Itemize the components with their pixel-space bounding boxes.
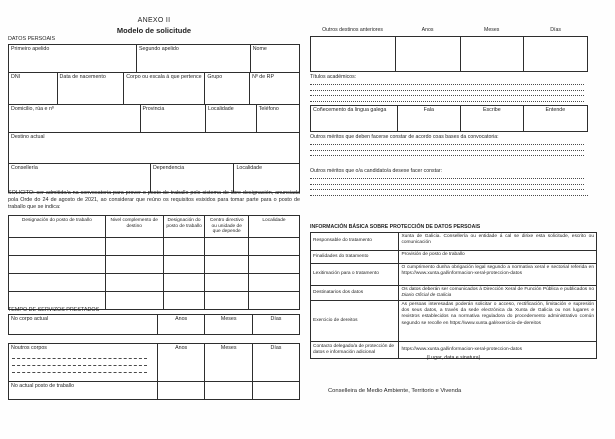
prot-row-value-text: Os datos deberán ser comunicados á Dirección Xeral de Función Pública e publicados no (401, 287, 594, 292)
destinos-cell[interactable] (311, 37, 395, 71)
posts-table-cell[interactable] (204, 274, 248, 291)
prot-row-value: Xunta de Galicia. Consellería ou entidade á cal se dirixe esta solicitude, escrito ou comunicación (398, 233, 596, 250)
left-column (8, 0, 300, 439)
fill-in-line (310, 155, 584, 156)
fill-in-line (12, 358, 147, 359)
meritos-candidato-fill-lines[interactable] (310, 178, 584, 200)
posts-table-cell[interactable] (163, 256, 205, 273)
posts-table-cell[interactable] (9, 274, 105, 291)
posts-table-empty-row (9, 237, 299, 255)
table-row (9, 381, 299, 399)
prot-row-value: Provisión de posto de traballo (398, 251, 596, 263)
prot-row-label: Responsable do tratamento (313, 238, 372, 244)
field-no-actual-posto[interactable]: No actual posto de traballo (11, 383, 75, 389)
field-segundo-apelido[interactable]: Segundo apelido (136, 45, 250, 72)
fill-in-line (310, 150, 584, 151)
table-row (311, 37, 587, 71)
table-row (9, 72, 299, 104)
destinos-cell[interactable] (523, 37, 587, 71)
table-row (311, 285, 596, 300)
field-no-corpo-actual[interactable]: No corpo actual (11, 316, 49, 322)
tempo-cell[interactable] (252, 382, 299, 399)
table-row (9, 315, 299, 334)
posts-table-cell[interactable] (204, 256, 248, 273)
posts-table-cell[interactable] (105, 274, 163, 291)
tempo-cell[interactable] (204, 382, 252, 399)
lugar-data-sinatura-label: (Lugar, data e sinatura) (426, 355, 481, 361)
meritos-bases-fill-lines[interactable] (310, 144, 584, 161)
field-num-rp[interactable]: Nº de RP (249, 73, 299, 104)
posts-table-cell[interactable] (248, 256, 299, 273)
doc-subtitle: Modelo de solicitude (116, 26, 192, 35)
field-escribe[interactable]: Escribe (460, 106, 523, 131)
prot-row-label: Lexitimación para o tratamento (313, 271, 379, 277)
posts-table-cell[interactable] (163, 274, 205, 291)
field-anos[interactable]: Anos (157, 315, 205, 334)
outros-destinos-header (310, 27, 588, 33)
section-label-tempo-servizos: TEMPO DE SERVIZOS PRESTADOS (8, 307, 100, 313)
tempo-cell[interactable] (157, 382, 205, 399)
noutros-corpos-label: Noutros corpos (11, 345, 47, 351)
table-row (311, 106, 587, 131)
solicito-paragraph: SOLICITO: ser admitido/a na convocatoria para prover o posto de traballo polo sistema de libre designación, anunciada pola Orde do 24 de agosto de 2021, ao considerar que reúno os requisitos esixidos para tomar parte para o posto de traballo que se indica: (8, 190, 300, 210)
posts-table-empty-row (9, 255, 299, 273)
destinos-cell[interactable] (395, 37, 460, 71)
col-header-designacion-posto: Designación do posto de traballo (21, 218, 92, 223)
outros-destinos-table (310, 36, 588, 72)
fill-in-line (12, 365, 147, 366)
field-provincia[interactable]: Provincia (140, 105, 206, 132)
field-fala[interactable]: Fala (397, 106, 460, 131)
field-dias[interactable]: Días (252, 344, 299, 381)
destinos-cell[interactable] (460, 37, 523, 71)
table-row (311, 250, 596, 263)
titulos-academicos-label: Títulos académicos: (310, 74, 357, 80)
field-domicilio[interactable]: Domicilio, rúa e nº (11, 106, 54, 112)
posts-table-cell[interactable] (204, 238, 248, 255)
proteccion-datos-title: INFORMACIÓN BÁSICA SOBRE PROTECCIÓN DE DATOS PERSOAIS (310, 224, 481, 230)
posts-table-cell[interactable] (9, 256, 105, 273)
field-destino-actual[interactable]: Destino actual (11, 134, 45, 140)
table-row (9, 132, 299, 163)
table-row (9, 104, 299, 132)
table-row (9, 45, 299, 72)
addressee-line: Conselleira de Medio Ambiente, Territorio e Vivenda (328, 388, 462, 394)
table-row (9, 163, 299, 192)
field-localidade-2[interactable]: Localidade (233, 164, 299, 192)
doc-title: ANEXO II (137, 17, 171, 24)
field-localidade[interactable]: Localidade (205, 105, 256, 132)
field-primeiro-apelido[interactable]: Primeiro apelido (11, 46, 50, 52)
posts-table-cell[interactable] (163, 238, 205, 255)
section-label-datos-persoais: DATOS PERSOAIS (8, 36, 56, 42)
field-corpo-escala[interactable]: Corpo ou escala á que pertence (123, 73, 204, 104)
posts-table-cell[interactable] (105, 256, 163, 273)
proteccion-datos-table (310, 232, 597, 359)
prot-row-label: Finalidades do tratamento (313, 253, 369, 259)
field-dni[interactable]: DNI (11, 74, 21, 80)
prot-row-value: O cumprimento dunha obrigación legal segundo a normativa xeral e sectorial referida en https://www.xunta.gal/informacion-xeral-proteccion-datos (398, 264, 596, 285)
col-header-designacion-posto-2: Designación do posto de traballo (163, 216, 205, 237)
posts-table (8, 215, 300, 310)
fill-in-line (310, 84, 584, 85)
fill-in-line (310, 195, 588, 196)
table-row (311, 263, 596, 285)
col-header-meses: Meses (484, 27, 500, 33)
outros-meritos-candidato-label: Outros méritos que o/a candidato/a desexe facer constar: (310, 168, 443, 174)
field-grupo[interactable]: Grupo (204, 73, 249, 104)
prot-row-label: Exercicio de dereitos (313, 317, 358, 323)
fill-in-line (310, 95, 584, 96)
field-nome[interactable]: Nome (250, 45, 299, 72)
titulos-fill-lines[interactable] (310, 84, 584, 106)
prot-row-value: As persoas interesadas poderán solicitar o acceso, rectificación, limitación e supresión dos seus datos, a través da sede electrónica da Xunta de Galicia ou nos lugares e rexistros establecidos na normativa reguladora do procedemento administrativo común segundo se recolle en https://www.xunta.gal/exercicio-de-dereitos (398, 301, 596, 341)
field-noutros-corpos[interactable] (9, 344, 157, 381)
field-dependencia[interactable]: Dependencia (150, 164, 234, 192)
prot-row-label: Contacto delegado/a de protección de datos e información adicional (313, 343, 395, 355)
fill-in-line (12, 372, 147, 373)
prot-row-label: Destinatarios dos datos (313, 289, 364, 295)
posts-table-cell[interactable] (248, 274, 299, 291)
posts-table-header-row (9, 216, 299, 237)
field-conselleria[interactable]: Consellería (11, 165, 38, 171)
field-data-nacemento[interactable]: Data de nacemento (57, 73, 124, 104)
col-header-nivel-complemento: Nivel complemento de destino (105, 216, 163, 237)
outros-destinos-label: Outros destinos anteriores (322, 27, 383, 33)
table-row (311, 233, 596, 250)
lingua-galega-table (310, 105, 588, 132)
tempo-corpo-actual-table (8, 314, 300, 335)
table-row (9, 344, 299, 381)
posts-table-cell[interactable] (248, 238, 299, 255)
posts-table-cell[interactable] (105, 238, 163, 255)
prot-row-value (398, 286, 596, 300)
col-header-localidade: Localidade (248, 216, 299, 237)
field-dias[interactable]: Días (252, 315, 299, 334)
right-column (310, 0, 597, 439)
posts-table-empty-row (9, 273, 299, 291)
prot-row-value-italic: Diario Oficial de Galicia (401, 293, 452, 299)
fill-in-line (310, 101, 584, 102)
field-entende[interactable]: Entende (523, 106, 587, 131)
tempo-noutros-corpos-table (8, 343, 300, 400)
field-anos[interactable]: Anos (157, 344, 205, 381)
field-conecemento-lingua[interactable]: Coñecemento da lingua galega (313, 107, 387, 113)
fill-in-line (310, 184, 584, 185)
field-meses[interactable]: Meses (204, 344, 252, 381)
fill-in-line (310, 189, 584, 190)
field-meses[interactable]: Meses (204, 315, 252, 334)
field-telefono[interactable]: Teléfono (256, 105, 299, 132)
posts-table-cell[interactable] (9, 238, 105, 255)
prot-row-value: https://www.xunta.gal/informacion-xeral-proteccion-datos (398, 342, 596, 358)
table-row (311, 300, 596, 341)
fill-in-line (310, 178, 584, 179)
datos-persoais-table (8, 44, 300, 193)
col-header-dias: Días (550, 27, 561, 33)
outros-meritos-bases-label: Outros méritos que deben facerse constar de acordo coas bases da convocatoria: (310, 134, 499, 140)
fill-in-line (310, 90, 584, 91)
col-header-anos: Anos (421, 27, 434, 33)
fill-in-line (310, 144, 584, 145)
col-header-centro-directivo: Centro directivo ou unidade de que depende (204, 216, 248, 237)
